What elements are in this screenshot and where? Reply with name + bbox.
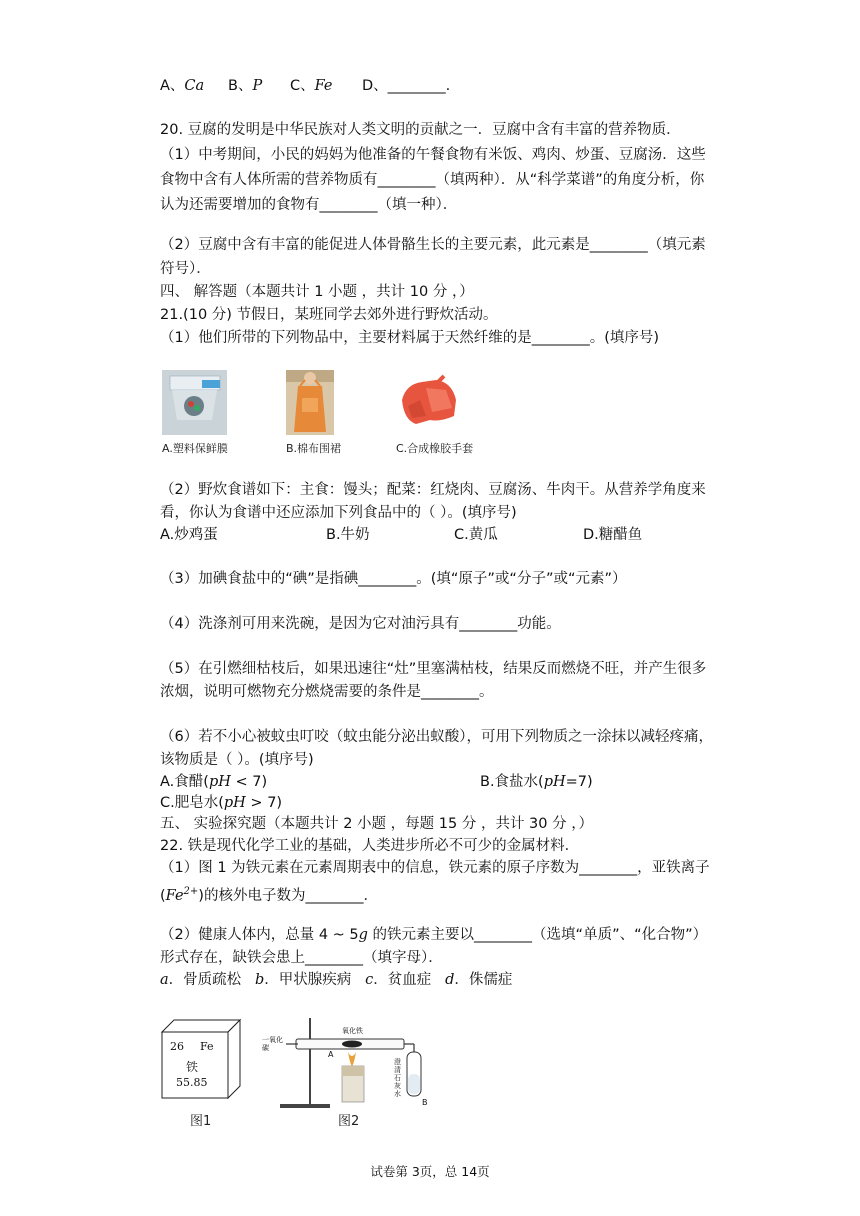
q21-part2-option-a: A.炒鸡蛋: [160, 527, 218, 543]
q21-stem: 21.(10 分) 节假日，某班同学去郊外进行野炊活动。: [160, 307, 498, 323]
q21-part2-line2: 看，你认为食谱中还应添加下列食品中的（ ）。(填序号): [160, 505, 517, 521]
figure-2-caption: 图2: [338, 1114, 360, 1129]
q21-part6-line1: （6）若不小心被蚊虫叮咬（蚊虫能分泌出蚁酸），可用下列物质之一涂抹以减轻疼痛，: [160, 729, 713, 745]
q21-part6-line2: 该物质是（ ）。(填序号): [160, 752, 314, 768]
q22-stem: 22. 铁是现代化学工业的基础，人类进步所必不可少的金属材料．: [160, 838, 580, 854]
plastic-wrap-image: [162, 370, 227, 435]
q19-option-a: A、Ca: [160, 78, 205, 94]
q21-part5-line2: 浓烟，说明可燃物充分燃烧需要的条件是________。: [160, 684, 494, 700]
q22-part2-line2: 形式存在，缺铁会患上________（填字母）．: [160, 950, 443, 966]
q20-part2-line1: （2）豆腐中含有丰富的能促进人体骨骼生长的主要元素，此元素是________（填元素: [160, 237, 706, 253]
image-caption-c: C.合成橡胶手套: [396, 442, 474, 455]
q19-option-d: D、________.: [362, 78, 451, 94]
element-symbol: Fe: [200, 1040, 214, 1053]
q21-part6-option-a: A.食醋(pH < 7): [160, 774, 268, 790]
q22-part1-line2: $(Fe^{2+})$的核外电子数为________．: [160, 886, 378, 904]
section-4-heading: 四、 解答题（本题共计 1 小题 ，共计 10 分 ，）: [160, 284, 474, 300]
label-limewater: 澄清石灰水: [394, 1058, 401, 1098]
q19-option-c: C、Fe: [290, 78, 333, 94]
cotton-apron-image: [286, 370, 334, 435]
image-caption-a: A.塑料保鲜膜: [162, 442, 228, 455]
figure-2-apparatus: [262, 1012, 442, 1112]
label-a: A: [328, 1050, 334, 1059]
q21-part6-option-b: B.食盐水(pH=7): [480, 774, 593, 790]
q21-part5-line1: （5）在引燃细枯枝后，如果迅速往“灶”里塞满枯枝，结果反而燃烧不旺，并产生很多: [160, 661, 707, 677]
section-5-heading: 五、 实验探究题（本题共计 2 小题 ，每题 15 分 ，共计 30 分 ，）: [160, 816, 593, 832]
q21-part2-option-d: D.糖醋鱼: [583, 527, 643, 543]
label-b: B: [422, 1098, 428, 1107]
q20-part2-line2: 符号）．: [160, 261, 211, 277]
image-caption-b: B.棉布围裙: [286, 442, 342, 455]
atomic-number: 26: [170, 1040, 184, 1053]
q21-part1: （1）他们所带的下列物品中，主要材料属于天然纤维的是________。(填序号): [160, 330, 660, 346]
element-name: 铁: [186, 1060, 199, 1074]
q21-part2-option-c: C.黄瓜: [454, 527, 498, 543]
atomic-mass: 55.85: [176, 1076, 208, 1089]
q20-part1-line2: 食物中含有人体所需的营养物质有________（填两种）．从“科学菜谱”的角度分析，你: [160, 172, 705, 188]
q21-part3: （3）加碘食盐中的“碘”是指碘________。(填“原子”或“分子”或“元素”）: [160, 571, 627, 587]
rubber-gloves-image: [396, 370, 462, 432]
figure-1-caption: 图1: [190, 1114, 212, 1129]
q22-part1-line1: （1）图 1 为铁元素在元素周期表中的信息，铁元素的原子序数为________，亚铁离子: [160, 860, 710, 876]
q20-stem: 20. 豆腐的发明是中华民族对人类文明的贡献之一．豆腐中含有丰富的营养物质．: [160, 122, 681, 138]
q20-part1-line1: （1）中考期间，小民的妈妈为他准备的午餐食物有米饭、鸡肉、炒蛋、豆腐汤．这些: [160, 147, 706, 163]
q22-part2-choices: a．骨质疏松 b．甲状腺疾病 c．贫血症 d．侏儒症: [160, 972, 513, 988]
q20-part1-line3: 认为还需要增加的食物有________（填一种）．: [160, 197, 458, 213]
label-iron-oxide: 氧化铁: [342, 1027, 363, 1035]
label-carbon-monoxide: 一氧化碳: [262, 1036, 283, 1052]
q21-part4: （4）洗涤剂可用来洗碗，是因为它对油污具有________功能。: [160, 616, 561, 632]
q19-option-b: B、P: [228, 78, 263, 94]
q21-part6-option-c: C.肥皂水(pH > 7): [160, 795, 283, 811]
q22-part2-line1: （2）健康人体内，总量 4 ~ 5g 的铁元素主要以________（选填“单质”、“化合物”）: [160, 927, 708, 943]
q21-part2-option-b: B.牛奶: [326, 527, 370, 543]
figure-1-iron-element-cube: [160, 1018, 242, 1100]
page-footer: 试卷第 3页，总 14页: [370, 1164, 490, 1179]
q21-part2-line1: （2）野炊食谱如下：主食：馒头；配菜：红烧肉、豆腐汤、牛肉干。从营养学角度来: [160, 482, 706, 498]
